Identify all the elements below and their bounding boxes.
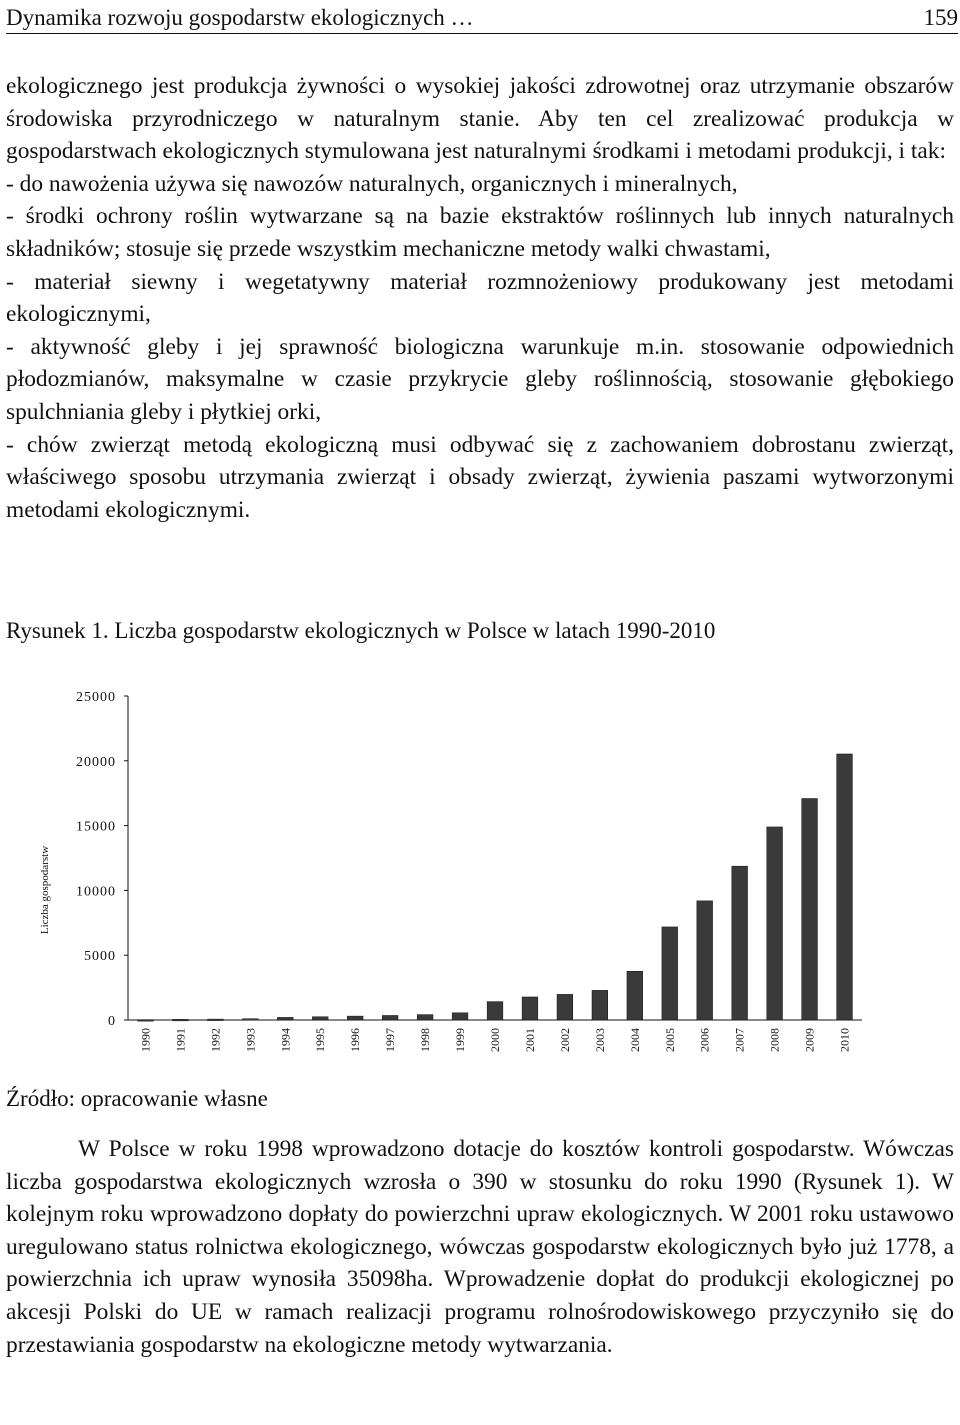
- bar-1995: [312, 1017, 328, 1020]
- x-tick-label: 1991: [173, 1028, 188, 1052]
- bar-1996: [347, 1016, 363, 1020]
- list-item: - materiał siewny i wegetatywny materiał rozmnożeniowy produkowany jest metodami ekologicznymi,: [6, 268, 954, 328]
- y-tick-label: 25000: [76, 690, 116, 705]
- x-tick-label: 2010: [837, 1028, 852, 1052]
- bar-2008: [767, 827, 783, 1020]
- bar-2001: [522, 997, 538, 1020]
- x-tick-label: 1999: [453, 1028, 468, 1052]
- x-tick-label: 1993: [243, 1028, 258, 1052]
- x-tick-label: 1992: [208, 1028, 223, 1052]
- bar-2005: [662, 927, 678, 1020]
- figure-caption: Rysunek 1. Liczba gospodarstw ekologicznych w Polsce w latach 1990-2010: [6, 618, 716, 643]
- x-tick-label: 2005: [662, 1028, 677, 1052]
- x-tick-label: 2008: [767, 1028, 782, 1052]
- bar-2006: [697, 901, 713, 1020]
- x-tick-label: 2000: [488, 1028, 502, 1052]
- list-item: - chów zwierząt metodą ekologiczną musi odbywać się z zachowaniem dobrostanu zwierząt, właściwego sposobu utrzymania zwierząt i obsady zwierząt, żywienia paszami wytworzonymi metodami ekologicznymi.: [6, 431, 954, 523]
- bar-1990: [138, 1020, 154, 1022]
- y-tick-label: 5000: [84, 949, 116, 965]
- x-tick-label: 2002: [557, 1028, 572, 1052]
- list-item: - środki ochrony roślin wytwarzane są na bazie ekstraktów roślinnych lub innych naturalnych składników; stosuje się przede wszystkim mechaniczne metody walki chwastami,: [6, 203, 954, 262]
- paragraph-dotations: W Polsce w roku 1998 wprowadzono dotacje do kosztów kontroli gospodarstw. Wówczas liczba gospodarstwa ekologicznych wzrosła o 390 w stosunku do roku 1990 (Rysunek 1). W kolejnym roku wprowadzono dopłaty do powierzchni upraw ekologicznych. W 2001 roku ustawowo uregulowano status rolnictwa ekologicznego, wówczas gospodarstw ekologicznych było już 1778, a powierzchnia ich upraw wynosiła 35098ha. Wprowadzenie dopłat do produkcji ekologicznej po akcesji Polski do UE w ramach realizacji programu rolnośrodowiskowego przyczyniło się do przestawiania gospodarstw na ekologiczne metody wytwarzania.: [6, 1136, 954, 1358]
- body-text-bottom: [6, 1133, 954, 1361]
- bar-1993: [242, 1019, 258, 1021]
- bar-2000: [487, 1002, 503, 1020]
- bar-1999: [452, 1013, 468, 1020]
- bar-2010: [837, 754, 853, 1020]
- body-text-top: [6, 70, 954, 526]
- source-note: Źródło: opracowanie własne: [6, 1086, 268, 1111]
- bar-1997: [382, 1015, 398, 1020]
- bar-2009: [802, 799, 818, 1020]
- y-tick-label: 0: [108, 1014, 116, 1029]
- page-number: 159: [923, 5, 958, 30]
- paragraph-intro: ekologicznego jest produkcja żywności o wysokiej jakości zdrowotnej oraz utrzymanie obszarów środowiska przyrodniczego w naturalnym stanie. Aby ten cel zrealizować produkcja w gospodarstwach ekologicznych stymulowana jest naturalnymi środkami i metodami produkcji, i tak:: [6, 73, 954, 165]
- bar-2002: [557, 994, 573, 1020]
- bar-2007: [732, 866, 748, 1020]
- bar-1994: [277, 1017, 293, 1020]
- bar-1998: [417, 1015, 433, 1020]
- x-tick-label: 1994: [278, 1028, 293, 1052]
- bar-2003: [592, 990, 608, 1020]
- x-tick-label: 1995: [313, 1028, 328, 1052]
- x-tick-label: 2003: [592, 1028, 607, 1052]
- x-tick-label: 2009: [802, 1028, 817, 1052]
- y-tick-label: 20000: [76, 754, 116, 770]
- x-tick-label: 1996: [348, 1028, 363, 1052]
- bar-chart: [0, 670, 960, 1070]
- bar-1991: [173, 1019, 189, 1021]
- page-header: [6, 0, 958, 34]
- y-axis-label: Liczba gospodarstw: [39, 845, 51, 935]
- x-tick-label: 1990: [138, 1028, 153, 1052]
- x-tick-label: 2007: [732, 1028, 747, 1052]
- x-tick-label: 2004: [627, 1028, 642, 1052]
- y-tick-label: 10000: [76, 884, 116, 900]
- running-title: Dynamika rozwoju gospodarstw ekologicznych …: [6, 5, 474, 30]
- bar-2004: [627, 971, 643, 1020]
- list-item: - aktywność gleby i jej sprawność biologiczna warunkuje m.in. stosowanie odpowiednich płodozmianów, maksymalne w czasie przykrycie gleby roślinnością, stosowanie głębokiego spulchniania gleby i płytkiej orki,: [6, 333, 954, 425]
- x-tick-label: 2001: [522, 1028, 537, 1052]
- y-tick-label: 15000: [76, 819, 116, 835]
- list-item: - do nawożenia używa się nawozów naturalnych, organicznych i mineralnych,: [6, 170, 738, 197]
- x-tick-label: 2006: [697, 1028, 712, 1052]
- x-tick-label: 1998: [418, 1028, 433, 1052]
- x-tick-label: 1997: [383, 1028, 398, 1052]
- bar-1992: [208, 1019, 224, 1021]
